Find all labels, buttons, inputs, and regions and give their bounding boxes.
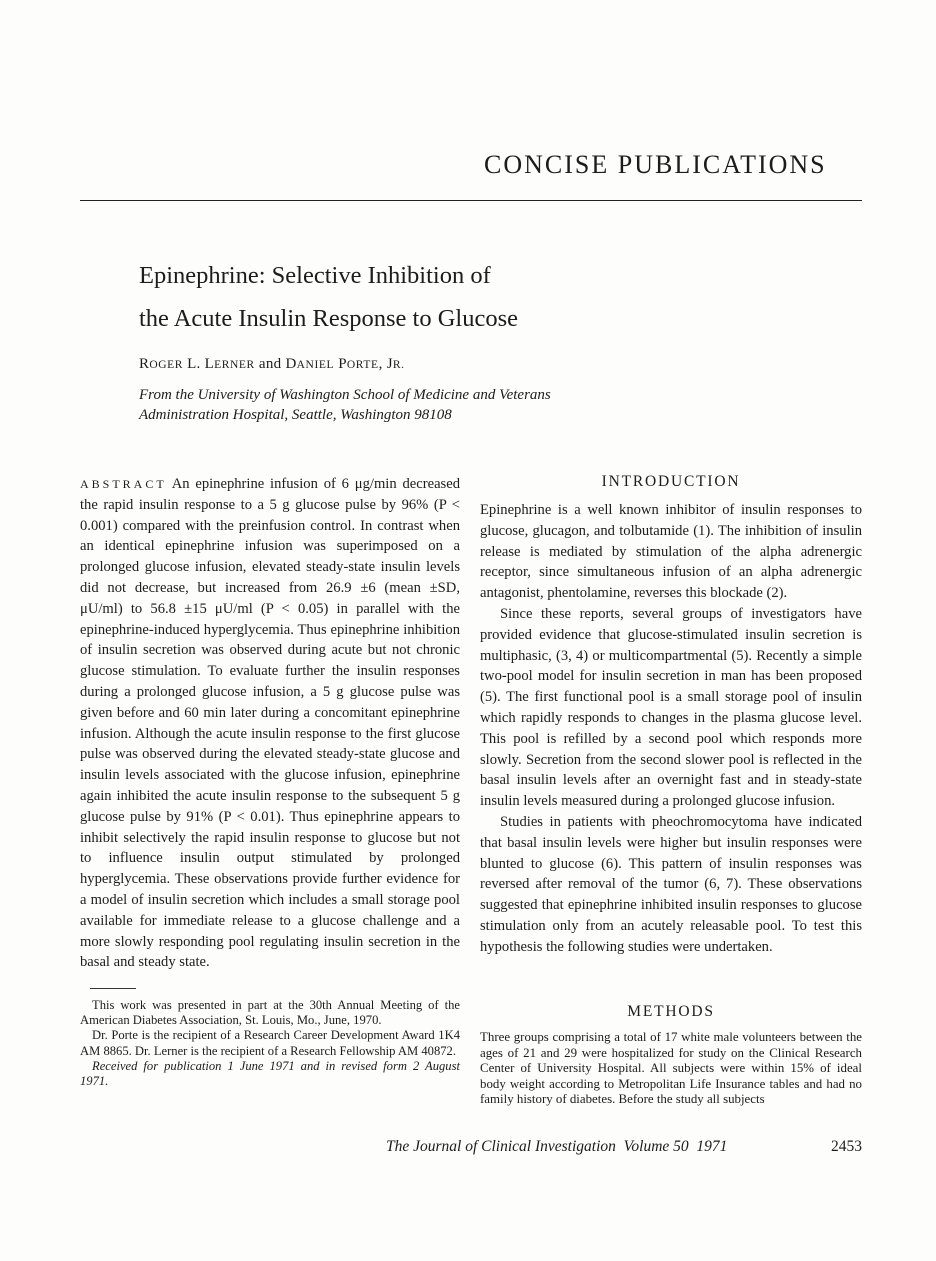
author2-initial: D (285, 356, 297, 372)
author2-suffix-rest: R. (392, 359, 405, 371)
author-and: and (258, 356, 282, 372)
affiliation-line-2: Administration Hospital, Seattle, Washington 98108 (139, 407, 452, 423)
footnote-funding: Dr. Porte is the recipient of a Research Career Development Award 1K4 AM 8865. Dr. Lerner is the recipient of a Research Fellowship AM 40872. (80, 1028, 460, 1058)
methods-body: Three groups comprising a total of 17 white male volunteers between the ages of 21 and 29 were hospitalized for study on the Clinical Research Center of University Hospital. All subjects were within 15% of ideal body weight according to Metropolitan Life Insurance tables and had no family history of diabetes. Before the study all subjects (480, 1030, 862, 1107)
abstract-text: An epinephrine infusion of 6 μg/min decreased the rapid insulin response to a 5 g glucose pulse by 96% (P < 0.001) compared with the preinfusion control. In contrast when an identical epinephrine infusion was superimposed on a prolonged glucose infusion, elevated steady-state insulin levels did not decrease, but increased from 26.9 ±6 (mean ±SD, μU/ml) to 56.8 ±15 μU/ml (P < 0.05) in parallel with the epinephrine-induced hyperglycemia. Thus epinephrine inhibition of insulin secretion was observed during acute but not chronic glucose stimulation. To evaluate further the insulin responses during a prolonged glucose infusion, a 5 g glucose pulse was given before and 60 min later during a concomitant epinephrine infusion. Although the acute insulin response to the first glucose pulse was observed during the elevated steady-state glucose and insulin levels associated with the glucose infusion, epinephrine again inhibited the acute insulin response to the subsequent 5 g glucose pulse by 91% (P < 0.01). Thus epinephrine appears to inhibit selectively the rapid insulin response to glucose but not to influence insulin output stimulated by prolonged hyperglycemia. These observations provide further evidence for a model of insulin secretion which includes a small storage pool available for immediate release to a glucose challenge and a more slowly responding pool regulating insulin secretion in the basal and steady state. (80, 476, 460, 971)
intro-paragraph-3: Studies in patients with pheochromocytoma have indicated that basal insulin levels were higher but insulin responses were blunted to glucose (6). This pattern of insulin responses was reversed after removal of the tumor (6, 7). These observations suggested that epinephrine inhibited insulin responses to glucose stimulation only from an acutely releasable pool. To test this hypothesis the following studies were undertaken. (480, 813, 862, 955)
title-line-2: the Acute Insulin Response to Glucose (139, 305, 519, 332)
footer-volume: Volume 50 (623, 1138, 689, 1155)
author-line (139, 356, 405, 373)
author2-last: ORTE (346, 359, 379, 371)
footer-journal: The Journal of Clinical Investigation (386, 1138, 616, 1155)
article-title (139, 254, 518, 340)
footnotes (80, 998, 460, 1089)
author2-first-rest: ANIEL (296, 359, 335, 371)
affiliation-line-1: From the University of Washington School of Medicine and Veterans (139, 387, 551, 403)
intro-paragraph-2: Since these reports, several groups of investigators have provided evidence that glucose-stimulated insulin secretion is multiphasic, (3, 4) or multicompartmental (5). Recently a simple two-pool model for insulin secretion in man has been proposed (5). The first functional pool is a small storage pool of insulin which rapidly responds to changes in the plasma glucose level. This pool is refilled by a second pool which responds more slowly. Secretion from the second slower pool is reflected in the basal insulin levels after an overnight fast and in steady-state insulin levels measured during a prolonged glucose infusion. (480, 605, 862, 810)
affiliation (139, 385, 551, 425)
author1-first-rest: OGER (149, 359, 184, 371)
author1-middle: L. L (187, 356, 215, 372)
footer-year: 1971 (696, 1138, 728, 1155)
page-footer (386, 1138, 862, 1156)
author2-suffix: , J (378, 356, 393, 372)
author2-last-initial: P (338, 356, 347, 372)
section-heading: CONCISE PUBLICATIONS (484, 150, 827, 179)
header-rule (80, 200, 862, 201)
abstract-label: ABSTRACT (80, 477, 167, 491)
footnote-rule (90, 988, 136, 989)
footnote-presentation: This work was presented in part at the 30th Annual Meeting of the American Diabetes Association, St. Louis, Mo., June, 1970. (80, 998, 460, 1028)
author1-initial: R (139, 356, 150, 372)
introduction-body (480, 500, 862, 958)
abstract (80, 474, 460, 973)
footnote-received: Received for publication 1 June 1971 and in revised form 2 August 1971. (80, 1058, 460, 1089)
intro-paragraph-1: Epinephrine is a well known inhibitor of insulin responses to glucose, glucagon, and tolbutamide (1). The inhibition of insulin release is mediated by stimulation of the alpha adrenergic receptor, since simultaneous infusion of an alpha adrenergic antagonist, phentolamine, reverses this blockade (2). (480, 502, 862, 602)
methods-heading: METHODS (627, 1003, 715, 1020)
title-line-1: Epinephrine: Selective Inhibition of (139, 262, 491, 289)
introduction-heading: INTRODUCTION (601, 473, 741, 490)
author1-last: ERNER (214, 359, 255, 371)
page-number: 2453 (831, 1138, 862, 1155)
